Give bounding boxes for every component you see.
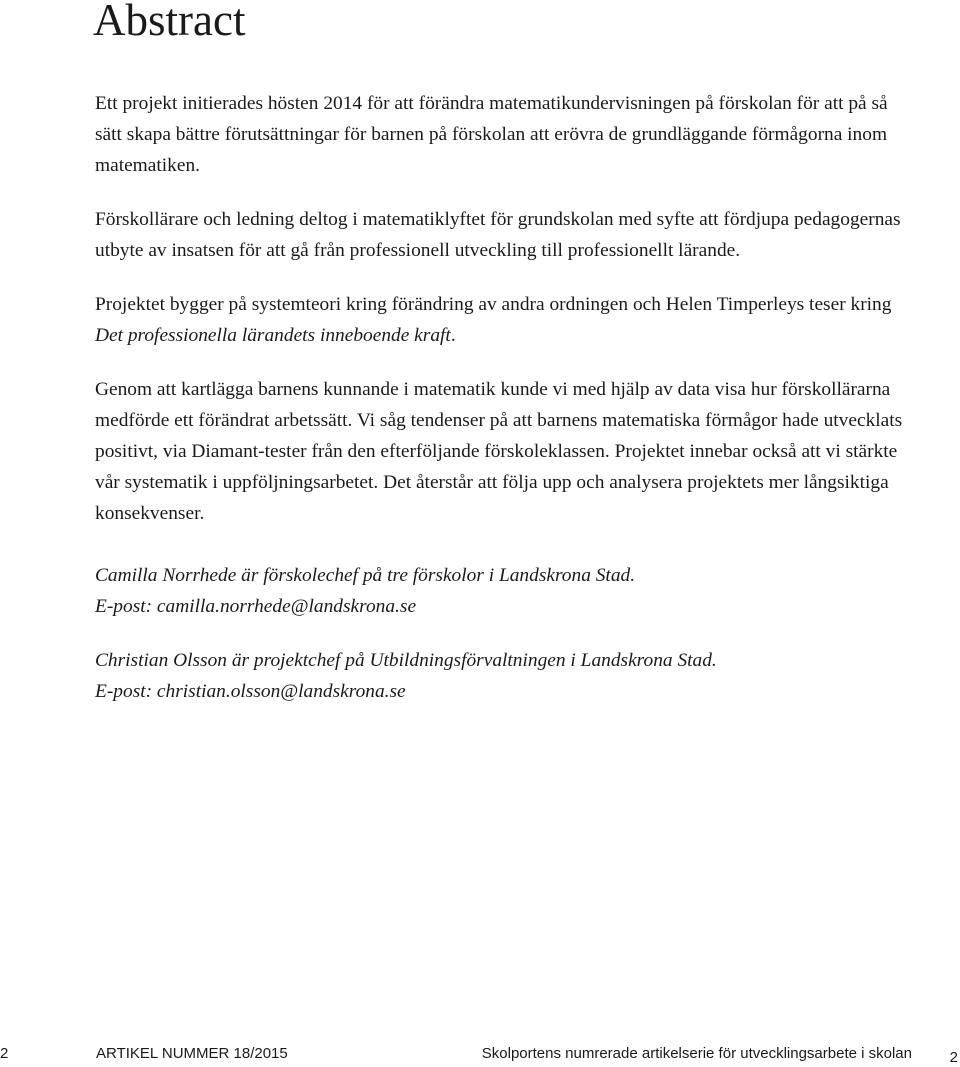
paragraph-theory-end: . (450, 325, 456, 346)
author-signature (95, 560, 905, 622)
author-email: E-post: christian.olsson@landskrona.se (95, 681, 406, 702)
author-signature (95, 645, 905, 707)
page-title: Abstract (93, 0, 246, 45)
author-bio: Camilla Norrhede är förskolechef på tre förskolor i Landskrona Stad. (95, 565, 636, 586)
series-title: Skolportens numrerade artikelserie för utvecklingsarbete i skolan (481, 1045, 912, 1062)
paragraph-results: Genom att kartlägga barnens kunnande i matematik kunde vi med hjälp av data visa hur förskollärarna medförde ett förändrat arbetssätt. Vi såg tendenser på att barnens matematiska förmågor hade utvecklats positivt, via Diamant-tester från den efterföljande förskoleklassen. Projektet innebar också att vi stärkte vår systematik i uppföljningsarbetet. Det återstår att följa upp och analysera projektets mer långsiktiga konsekvenser. (95, 379, 903, 524)
paragraph-theory-text: Projektet bygger på systemteori kring förändring av andra ordningen och Helen Timperleys teser kring (95, 294, 892, 315)
author-bio: Christian Olsson är projektchef på Utbildningsförvaltningen i Landskrona Stad. (95, 650, 717, 671)
book-title: Det professionella lärandets inneboende kraft (95, 325, 451, 346)
paragraph-participation: Förskollärare och ledning deltog i matematiklyftet för grundskolan med syfte att fördjupa pedagogernas utbyte av insatsen för att gå från professionell utveckling till professionellt lärande. (95, 209, 901, 261)
paragraph-theory (95, 289, 905, 351)
page-number-right: 2 (949, 1049, 958, 1066)
article-number: ARTIKEL NUMMER 18/2015 (96, 1045, 288, 1062)
author-email: E-post: camilla.norrhede@landskrona.se (95, 596, 417, 617)
paragraph-intro: Ett projekt initierades hösten 2014 för att förändra matematikundervisningen på förskolan för att på så sätt skapa bättre förutsättningar för barnen på förskolan att erövra de grundläggande förmågorna inom matematiken. (95, 93, 888, 176)
abstract-body (95, 88, 905, 730)
page-number-left: 2 (0, 1045, 9, 1062)
